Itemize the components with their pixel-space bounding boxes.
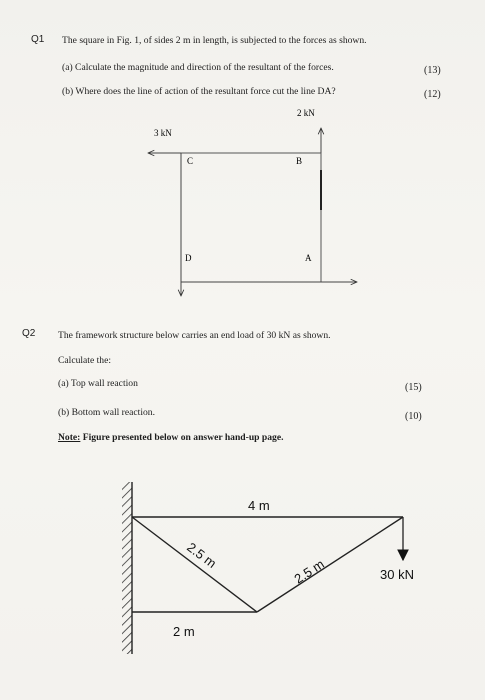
wall-hatching [122,482,132,654]
corner-b-label: B [296,156,303,166]
label-2m: 2 m [173,624,195,639]
q2-part-a: (a) Top wall reaction [58,378,138,389]
q2-note-label: Note: [58,432,81,443]
label-2kn: 2 kN [297,108,315,118]
q2-part-a-marks: (15) [405,382,422,393]
q1-number: Q1 [31,34,45,45]
label-2-5m-left: 2.5 m [184,539,220,571]
q1-part-b: (b) Where does the line of action of the resultant force cut the line DA? [62,86,336,97]
corner-d-label: D [185,253,192,263]
q1-part-a-marks: (13) [424,65,441,76]
q1-part-b-marks: (12) [424,89,441,100]
q2-calc: Calculate the: [58,355,112,366]
q2-note-text: Figure presented below on answer hand-up page. [82,432,284,443]
label-30kn: 30 kN [380,567,414,582]
label-3kn: 3 kN [154,128,172,138]
q2-part-b-marks: (10) [405,411,422,422]
q2-intro: The framework structure below carries an end load of 30 kN as shown. [58,330,331,341]
q1-intro: The square in Fig. 1, of sides 2 m in length, is subjected to the forces as shown. [62,35,367,46]
q2-part-b: (b) Bottom wall reaction. [58,407,155,418]
label-2-5m-right: 2.5 m [291,556,327,587]
q2-number: Q2 [22,328,36,339]
left-diagonal-member [132,517,257,612]
corner-a-label: A [305,253,312,263]
right-diagonal-member [257,517,403,612]
label-4m: 4 m [248,498,270,513]
q1-part-a: (a) Calculate the magnitude and direction of the resultant of the forces. [62,62,334,73]
corner-c-label: C [187,156,194,166]
